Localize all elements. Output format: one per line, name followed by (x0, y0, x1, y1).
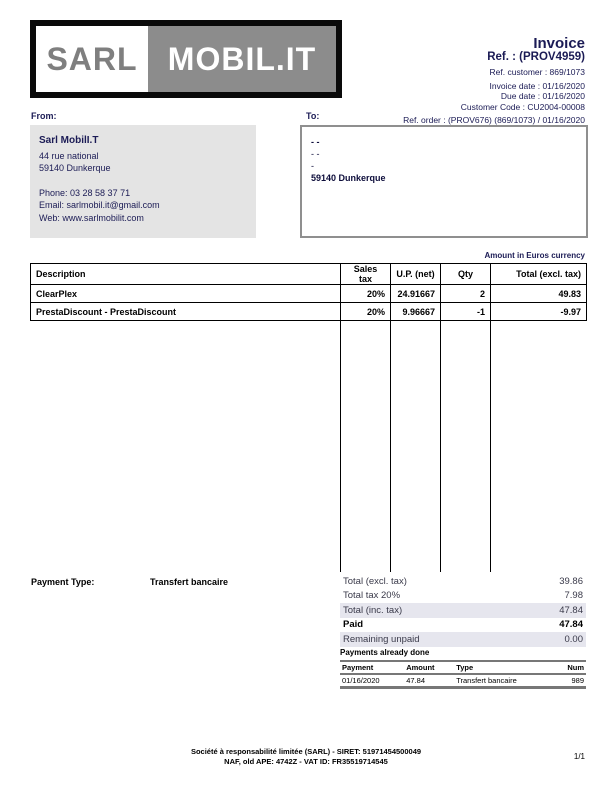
col-num: Num (567, 663, 584, 672)
invoice-ref: Ref. : (PROV4959) (487, 51, 585, 63)
total-tax-value: 7.98 (564, 590, 583, 602)
footer-line2: NAF, old APE: 4742Z - VAT ID: FR35519714545 (224, 756, 388, 766)
item-description: PrestaDiscount - PrestaDiscount (31, 303, 341, 321)
ref-customer: Ref. customer : 869/1073 (489, 67, 585, 77)
from-address-line1: 44 rue national (39, 150, 99, 161)
from-email: Email: sarlmobil.it@gmail.com (39, 200, 160, 210)
ref-order: Ref. order : (PROV676) (869/1073) / 01/16/2020 (403, 115, 585, 125)
page-number: 1/1 (573, 752, 585, 761)
total-tax-row (340, 589, 586, 604)
items-table-empty-body (30, 317, 586, 572)
payment-type: Transfert bancaire (456, 676, 517, 685)
from-web: Web: www.sarlmobilit.com (39, 212, 144, 223)
column-separator (340, 317, 341, 572)
col-payment: Payment (342, 663, 374, 672)
from-spacer (39, 175, 256, 187)
paid-row (340, 618, 586, 633)
from-address-line2: 59140 Dunkerque (39, 163, 111, 173)
column-separator (440, 317, 441, 572)
payment-date: 01/16/2020 (342, 676, 380, 685)
to-line4: 59140 Dunkerque (311, 173, 386, 183)
col-sales-tax: Sales tax (341, 264, 391, 285)
invoice-date: Invoice date : 01/16/2020 (489, 80, 585, 91)
total-excl-tax-row (340, 574, 586, 589)
logo-mobilit-text: MOBIL.IT (167, 40, 317, 77)
from-address-box (30, 125, 256, 238)
payment-amount: 47.84 (406, 676, 425, 685)
company-logo (30, 20, 342, 98)
total-inc-tax-label: Total (inc. tax) (343, 604, 403, 616)
payments-done-title: Payments already done (340, 648, 430, 657)
payment-row (340, 674, 586, 688)
total-excl-tax-value: 39.86 (559, 575, 583, 587)
footer-line1: Société à responsabilité limitée (SARL) - SIRET: 51971454500049 (190, 747, 422, 756)
col-total: Total (excl. tax) (491, 264, 587, 285)
item-sales-tax: 20% (341, 285, 391, 303)
payment-type-value: Transfert bancaire (150, 577, 229, 587)
from-company-name: Sarl MobilI.T (39, 135, 99, 146)
col-description: Description (31, 264, 341, 285)
invoice-header (403, 36, 585, 126)
total-excl-tax-label: Total (excl. tax) (343, 575, 407, 587)
column-separator (390, 317, 391, 572)
remaining-unpaid-value: 0.00 (564, 633, 583, 645)
payments-done-table (340, 660, 586, 689)
total-tax-label: Total tax 20% (343, 590, 401, 602)
to-line3: - (311, 161, 314, 171)
table-row (31, 285, 587, 303)
from-label: From: (31, 111, 57, 121)
to-label: To: (306, 111, 320, 121)
col-unit-price: U.P. (net) (391, 264, 441, 285)
to-address-box (300, 125, 588, 238)
col-qty: Qty (441, 264, 491, 285)
payments-header-row (340, 661, 586, 674)
col-amount: Amount (406, 663, 435, 672)
totals-block (340, 574, 586, 647)
paid-value: 47.84 (559, 619, 583, 631)
to-line1: - - (311, 137, 320, 147)
item-description: ClearPlex (31, 285, 341, 303)
total-inc-tax-row (340, 603, 586, 618)
payments-done-block (340, 648, 586, 689)
logo-sarl-block (36, 26, 148, 92)
col-type: Type (456, 663, 474, 672)
to-line2: - - (311, 149, 320, 159)
due-date: Due date : 01/16/2020 (500, 91, 585, 101)
items-table (30, 263, 587, 321)
remaining-unpaid-row (340, 632, 586, 647)
logo-sarl-text: SARL (46, 40, 138, 77)
item-sales-tax: 20% (341, 303, 391, 321)
item-total: 49.83 (491, 285, 587, 303)
logo-mobilit-block (148, 26, 336, 92)
item-unit-price: 24.91667 (391, 285, 441, 303)
paid-label: Paid (343, 619, 364, 631)
items-header-row (31, 264, 587, 285)
column-separator (490, 317, 491, 572)
total-inc-tax-value: 47.84 (559, 604, 583, 616)
from-phone: Phone: 03 28 58 37 71 (39, 187, 131, 198)
item-total: -9.97 (491, 303, 587, 321)
remaining-unpaid-label: Remaining unpaid (343, 633, 420, 645)
item-unit-price: 9.96667 (391, 303, 441, 321)
payment-type-label: Payment Type: (31, 577, 95, 587)
currency-note: Amount in Euros currency (484, 251, 585, 260)
item-qty: -1 (441, 303, 491, 321)
item-qty: 2 (441, 285, 491, 303)
payment-num: 989 (571, 676, 584, 685)
invoice-title: Invoice (533, 35, 585, 52)
customer-code: Customer Code : CU2004-00008 (460, 101, 585, 112)
legal-footer (0, 747, 612, 766)
